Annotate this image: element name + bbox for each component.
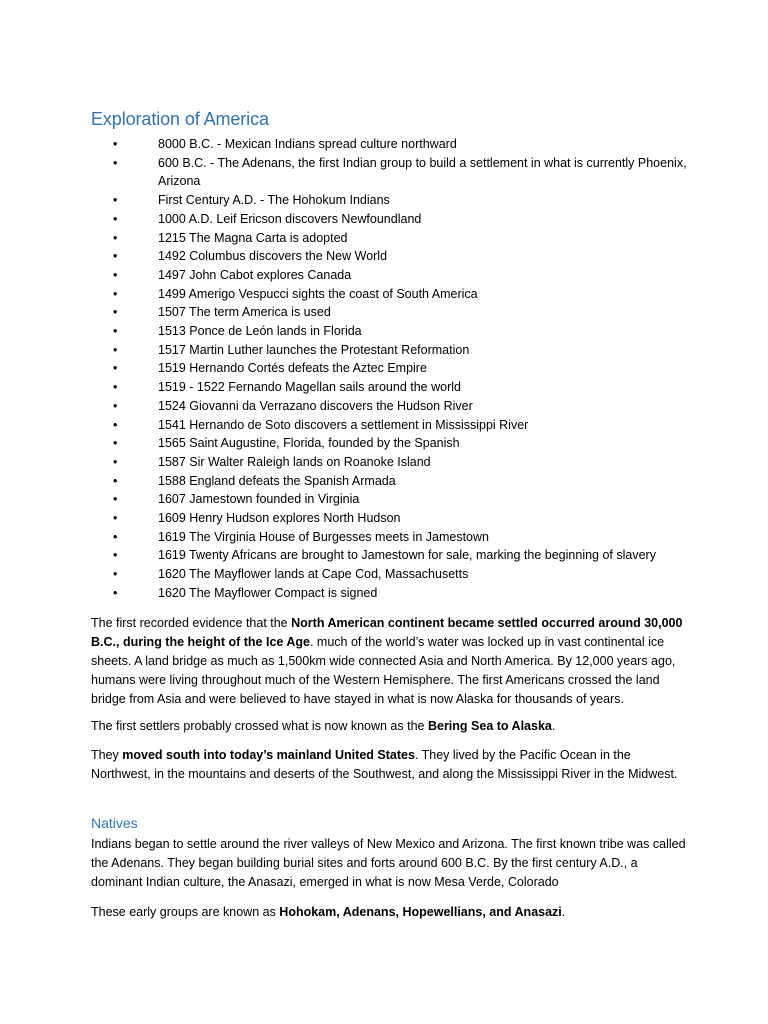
bullet-icon: • xyxy=(113,511,118,526)
timeline-item xyxy=(91,416,691,435)
timeline-item xyxy=(91,378,691,397)
timeline-item xyxy=(91,191,691,210)
bullet-icon: • xyxy=(113,398,118,413)
timeline-item xyxy=(91,472,691,491)
timeline-item xyxy=(91,341,691,360)
bullet-icon: • xyxy=(113,230,118,245)
paragraph-text: These early groups are known as xyxy=(91,905,280,919)
section-heading-natives: Natives xyxy=(91,815,138,831)
timeline-item xyxy=(91,266,691,285)
paragraph-text: . much of the world’s water was locked up in vast continental ice sheets. A land bridge as much as 1,500km wide connected Asia and North America. By 12,000 years ago, humans were living throughout much of the Western Hemisphere. The first Americans crossed the land bridge from Asia and were believed to have stayed in what is now Alaska for thousands of years. xyxy=(91,635,676,706)
bullet-icon: • xyxy=(113,155,118,170)
timeline-item-text: 8000 B.C. - Mexican Indians spread culture northward xyxy=(158,137,457,151)
timeline-item xyxy=(91,453,691,472)
timeline-item xyxy=(91,546,691,565)
paragraph-bold-text: Bering Sea to Alaska xyxy=(427,719,552,733)
timeline-item-text: 1587 Sir Walter Raleigh lands on Roanoke Island xyxy=(158,454,431,469)
paragraph-early-groups xyxy=(91,903,691,922)
timeline-item xyxy=(91,247,691,266)
timeline-item xyxy=(91,565,691,584)
timeline-item xyxy=(91,490,691,509)
bullet-icon: • xyxy=(113,324,118,339)
page-title: Exploration of America xyxy=(91,109,269,129)
timeline-item xyxy=(91,359,691,378)
timeline-item-text: 1541 Hernando de Soto discovers a settlement in Mississippi River xyxy=(158,417,529,432)
timeline-item xyxy=(91,303,691,322)
timeline-item-text: 1215 The Magna Carta is adopted xyxy=(158,230,348,245)
paragraph-settlement xyxy=(91,614,691,709)
timeline-list xyxy=(91,135,691,603)
bullet-icon: • xyxy=(113,342,118,357)
bullet-icon: • xyxy=(113,529,118,544)
bullet-icon: • xyxy=(113,567,118,582)
timeline-item-text: 1513 Ponce de León lands in Florida xyxy=(158,324,362,339)
timeline-item-text: 1507 The term America is used xyxy=(158,305,331,320)
bullet-icon: • xyxy=(113,380,118,395)
paragraph-text: The first settlers probably crossed what is now known as the xyxy=(91,719,428,733)
bullet-icon: • xyxy=(113,417,118,432)
timeline-item xyxy=(91,210,691,229)
timeline-item-text: 1620 The Mayflower Compact is signed xyxy=(158,585,378,600)
timeline-item-text: 1619 The Virginia House of Burgesses meets in Jamestown xyxy=(158,529,489,544)
bullet-icon: • xyxy=(113,137,118,151)
bullet-icon: • xyxy=(113,249,118,264)
bullet-icon: • xyxy=(113,548,118,563)
timeline-item-text: 1499 Amerigo Vespucci sights the coast of South America xyxy=(158,286,478,301)
timeline-item-text: 1519 Hernando Cortés defeats the Aztec Empire xyxy=(158,361,427,376)
timeline-item-text: 1609 Henry Hudson explores North Hudson xyxy=(158,511,401,526)
paragraph-text: . They lived by the Pacific Ocean in the Northwest, in the mountains and deserts of the Southwest, and along the Mississippi River in the Midwest. xyxy=(91,748,678,781)
timeline-item xyxy=(91,322,691,341)
paragraph-bold-text: Hohokam, Adenans, Hopewellians, and Anasazi xyxy=(279,905,562,919)
bullet-icon: • xyxy=(113,286,118,301)
timeline-item xyxy=(91,434,691,453)
bullet-icon: • xyxy=(113,492,118,507)
timeline-item xyxy=(91,528,691,547)
timeline-item-text: 1565 Saint Augustine, Florida, founded by the Spanish xyxy=(158,436,460,451)
bullet-icon: • xyxy=(113,454,118,469)
paragraph-bold-text: North American continent became settled occurred around 30,000 B.C., during the height of the Ice Age xyxy=(91,616,683,649)
bullet-icon: • xyxy=(113,473,118,488)
bullet-icon: • xyxy=(113,211,118,226)
paragraph-text: They xyxy=(91,748,123,762)
timeline-item-text: 1607 Jamestown founded in Virginia xyxy=(158,492,360,507)
paragraph-first-settlers xyxy=(91,717,691,736)
timeline-item xyxy=(91,509,691,528)
timeline-item-text: 1524 Giovanni da Verrazano discovers the Hudson River xyxy=(158,398,473,413)
bullet-icon: • xyxy=(113,305,118,320)
paragraph-text: . xyxy=(551,719,556,733)
timeline-item-text: 1517 Martin Luther launches the Protestant Reformation xyxy=(158,342,470,357)
timeline-item-text: 1588 England defeats the Spanish Armada xyxy=(158,473,396,488)
timeline-item-text: 1497 John Cabot explores Canada xyxy=(158,267,352,282)
bullet-icon: • xyxy=(113,436,118,451)
timeline-item xyxy=(91,285,691,304)
timeline-item-text: 1519 - 1522 Fernando Magellan sails around the world xyxy=(158,380,461,395)
paragraph-text: . xyxy=(561,905,566,919)
timeline-item xyxy=(91,154,691,191)
timeline-item-text: 1492 Columbus discovers the New World xyxy=(158,249,388,264)
timeline-item xyxy=(91,135,691,154)
paragraph-natives: Indians began to settle around the river valleys of New Mexico and Arizona. The first known tribe was called the Adenans. They began building burial sites and forts around 600 B.C. By the first century A.D., a dominant Indian culture, the Anasazi, emerged in what is now Mesa Verde, Colorado xyxy=(91,837,686,889)
bullet-icon: • xyxy=(113,267,118,282)
timeline-item-text: 1619 Twenty Africans are brought to Jamestown for sale, marking the beginning of slavery xyxy=(158,548,656,563)
timeline-item xyxy=(91,397,691,416)
timeline-item-text: First Century A.D. - The Hohokum Indians xyxy=(158,193,390,208)
timeline-item-text: 600 B.C. - The Adenans, the first Indian group to build a settlement in what is currently Phoenix, Arizona xyxy=(158,155,687,189)
paragraph-moved-south xyxy=(91,746,691,784)
timeline-item-text: 1000 A.D. Leif Ericson discovers Newfoundland xyxy=(158,211,422,226)
paragraph-bold-text: moved south into today’s mainland United States xyxy=(122,748,415,762)
paragraph-text: The first recorded evidence that the xyxy=(91,616,292,630)
timeline-item-text: 1620 The Mayflower lands at Cape Cod, Massachusetts xyxy=(158,567,469,582)
bullet-icon: • xyxy=(113,585,118,600)
bullet-icon: • xyxy=(113,361,118,376)
timeline-item xyxy=(91,229,691,248)
bullet-icon: • xyxy=(113,193,118,208)
timeline-item xyxy=(91,584,691,603)
